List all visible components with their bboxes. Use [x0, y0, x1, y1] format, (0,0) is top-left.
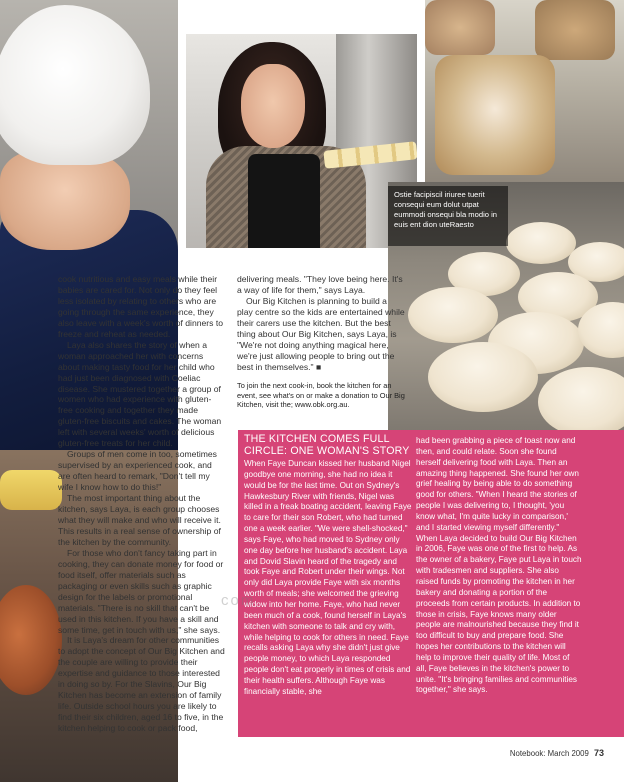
paragraph: When Faye Duncan kissed her husband Nigel goodbye one morning, she had no idea it would be for the last time. Out on Sydney's Hawkesbury River with friends, Nigel was killed in a freak boating accident, leaving Faye to care for their son Robert, who had turned one a week earlier. "We were shell-shocked," says Faye, who had moved to Sydney only one day before her husband's accident. Laya and Dovid Slavin heard of the tragedy and took Faye and Robert under their wings. Not only did Laya provide Faye with six months worth of meals; she welcomed the grieving widow into her home. Faye, who had never been much of a cook, found herself in Laya's kitchen with someone to talk and cry with, while helping to cook for others in need. Faye recalls asking Laya why she didn't just give people money, to which Laya responded people don't eat properly in times of crisis and their health suffers. Although Faye was financially stable, she — [244, 459, 412, 696]
paragraph: had been grabbing a piece of toast now and then, and could relate. Soon she found herself delivering food with Laya. Then an amazing thing happened. She found her own grief healing by being able to do something good for others. "When I heard the stories of people I was delivering to, I thought, 'you know what, I'm quite lucky in comparison,' and I started viewing myself differently." When Laya decided to build Our Big Kitchen in 2006, Faye was one of the first to help. As the owner of a bakery, Faye put Laya in touch with tradesmen and suppliers. She also raised funds by promoting the kitchen in her bakery and donating a portion of the proceeds from certain products. In addition to those in crisis, Faye knows many older people are malnourished because they find it too difficult to buy and prepare food. She hopes her contributions to the kitchen will help to improve their quality of life. Most of all, Faye believes in the kitchen's power to unite. "It's bringing families and communities together," she says. — [416, 436, 582, 695]
paragraph: For those who don't fancy taking part in cooking, they can donate money for food or food itself, offer materials such as packaging or even skills such as graphic design for the labels or promotional materials. "There is no skill that can't be used in this kitchen. If you have a skill and some time, get in touch with us," she says. — [58, 547, 224, 635]
paragraph: Laya also shares the story of when a woman approached her with concerns about making tasty food for her child who had just been diagnosed with Coeliac disease. She mustered together a group of women who had experience with gluten-free cooking and together they made gluten-free biscuits and cakes. The woman left with several weeks' worth of delicious gluten-free treats for her child. — [58, 339, 222, 449]
paragraph: cook nutritious and easy meals while their babies are cared for. Not only do they feel less isolated by relating to others who are going through the same experience, they also leave with a week's worth of dinners to freeze and reheat as needed. — [58, 274, 224, 339]
photo-woman-with-tray — [186, 34, 417, 248]
photo-caption: Ostie facipiscil iriuree tuerit consequi eum dolut utpat eummodi onsequi bla modio in euis ent dion uteRaesto — [388, 186, 508, 246]
photo-jar — [435, 55, 555, 175]
footer-label: Notebook: March 2009 — [509, 749, 589, 758]
sidebar-column-1 — [244, 459, 412, 698]
paragraph: The most important thing about the kitchen, says Laya, is each group chooses what they will make and who will receive it. This results in a real sense of ownership of the kitchen by the community. — [58, 493, 221, 547]
paragraph: Groups of men come in too, sometimes supervised by an experienced cook, and are often heard to remark, "Don't tell my wife I know how to do this!" — [58, 449, 217, 493]
article-column-1 — [58, 274, 226, 734]
photo-woman-face — [241, 64, 305, 148]
paragraph: It is Laya's dream for other communities to adopt the concept of Our Big Kitchen and the couple are willing to provide their expertise and guidance to those interested in doing so by. For the Slavins, Our Big Kitchen has become an extension of family life. Outside school hours you are likely to find their six children, aged 16 to five, in the kitchen helping to cook or pack food, — [58, 635, 225, 734]
photo-biscuit-jars — [425, 0, 624, 182]
photo-jar — [535, 0, 615, 60]
dough-ball — [538, 367, 624, 437]
page-footer — [510, 748, 604, 758]
photo-apron — [248, 154, 320, 248]
sidebar-heading: THE KITCHEN COMES FULL CIRCLE: ONE WOMAN'S STORY — [244, 433, 410, 457]
dough-ball — [506, 222, 576, 264]
dough-ball — [408, 287, 498, 343]
photo-jar — [425, 0, 495, 55]
photo-child-face — [0, 150, 130, 250]
article-column-2 — [237, 274, 405, 373]
paragraph: delivering meals. "They love being here. It's a way of life for them," says Laya. — [237, 274, 403, 295]
photo-dough-roll — [0, 470, 62, 510]
photo-chef-hat — [0, 5, 150, 165]
sidebar-column-2 — [416, 436, 582, 696]
paragraph: Our Big Kitchen is planning to build a play centre so the kids are entertained while their carers use the kitchen. But the best thing about Our Big Kitchen, says Laya, is "We're not doing anything magical here, we're just allowing people to bring out the best in themselves." ■ — [237, 295, 405, 372]
dough-ball — [428, 342, 538, 412]
donation-note: To join the next cook-in, book the kitchen for an event, see what's on or make a donation to Our Big Kitchen, visit the; www.obk.org.au. — [237, 381, 405, 410]
page-number: 73 — [593, 748, 604, 758]
watermark: com — [221, 592, 256, 609]
